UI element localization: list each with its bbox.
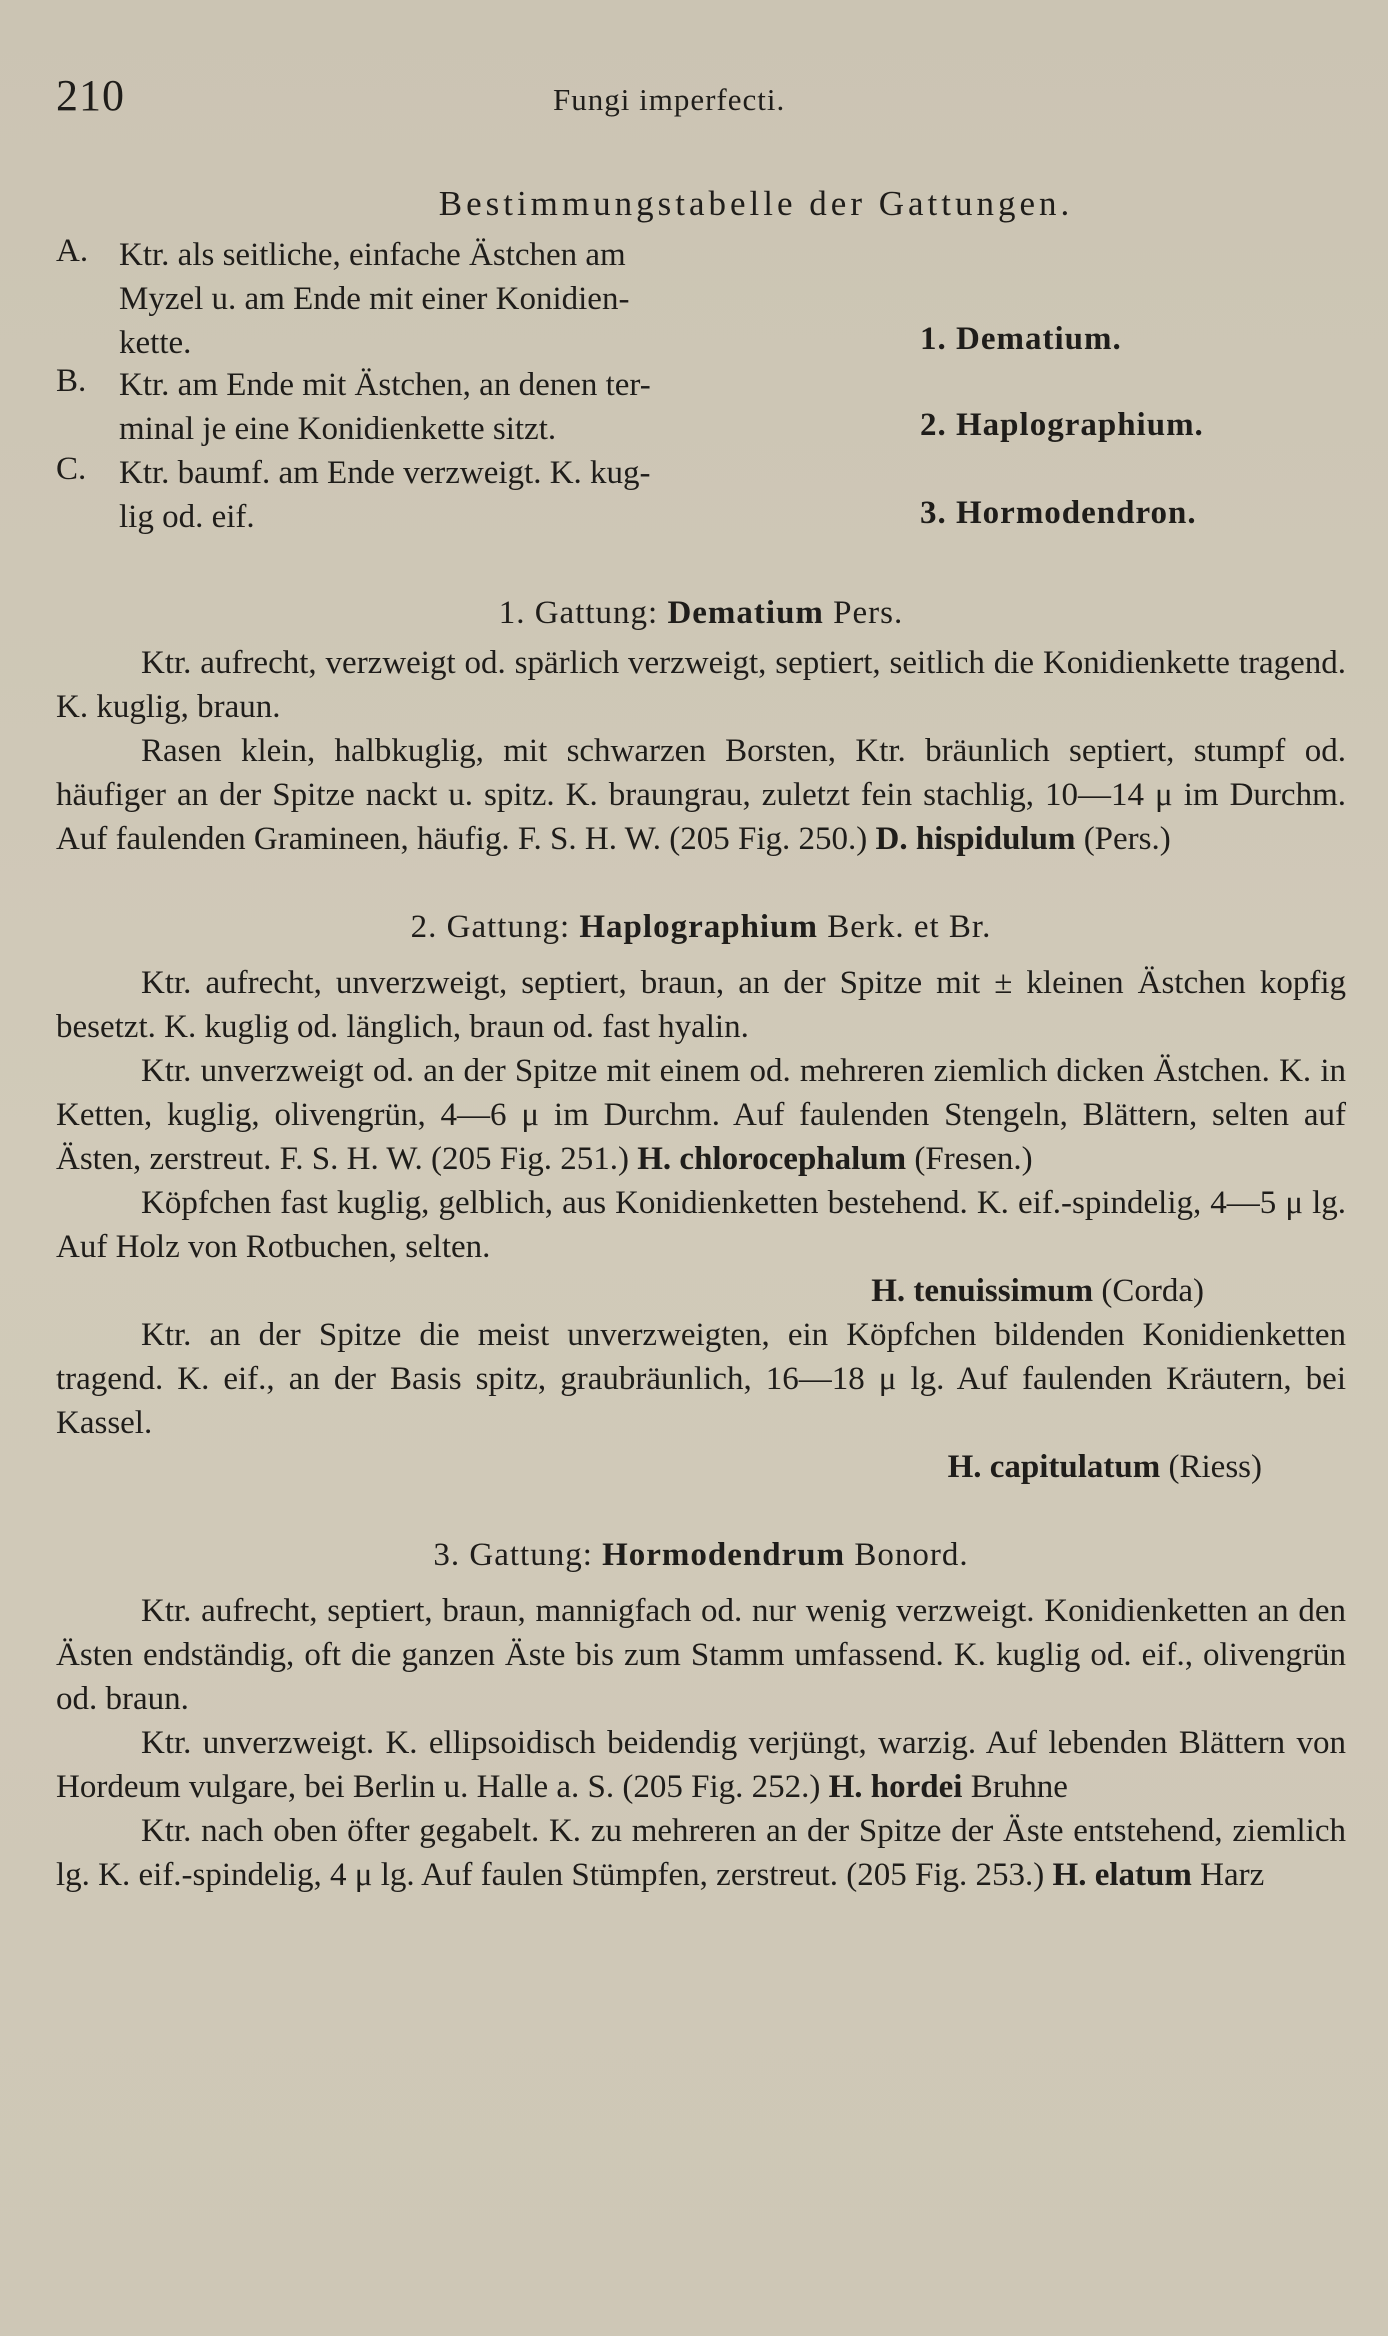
- key-result: 3. Hormodendron.: [920, 495, 1197, 531]
- species-author: (Pers.): [1083, 821, 1171, 857]
- heading-prefix: 3. Gattung:: [433, 1537, 593, 1573]
- heading-author: Bonord.: [854, 1537, 969, 1573]
- key-line: Ktr. am Ende mit Ästchen, an denen ter-: [119, 367, 651, 403]
- running-title: Fungi imperfecti.: [553, 82, 786, 117]
- species-line: [56, 1445, 1346, 1489]
- species-description: Köpfchen fast kuglig, gelblich, aus Konidienketten bestehend. K. eif.-spindelig, 4—5 μ lg. Auf Holz von Rotbuchen, selten.: [56, 1185, 1346, 1265]
- species-text: Ktr. unverzweigt od. an der Spitze mit einem od. mehreren ziemlich dicken Ästchen. K. in Ketten, kuglig, olivengrün, 4—6 μ im Durchm. Auf faulenden Stengeln, Blättern, selten auf Ästen, zerstreut. F. S. H. W. (205 Fig. 251.): [56, 1053, 1346, 1177]
- key-line: Ktr. baumf. am Ende verzweigt. K. kug-: [119, 455, 651, 491]
- key-result: 2. Haplographium.: [920, 407, 1204, 443]
- species-author: (Fresen.): [914, 1141, 1033, 1177]
- species-author: Bruhne: [970, 1769, 1068, 1805]
- heading-author: Pers.: [833, 595, 904, 631]
- genus-description: Ktr. aufrecht, verzweigt od. spärlich verzweigt, septiert, seitlich die Konidienkette tragend. K. kuglig, braun.: [56, 645, 1346, 725]
- page-header: [0, 70, 1388, 130]
- key-line: Ktr. als seitliche, einfache Ästchen am: [119, 237, 626, 273]
- heading-genus: Hormodendrum: [602, 1537, 846, 1573]
- key-entry: [56, 363, 1346, 451]
- species-author: (Corda): [1101, 1273, 1204, 1309]
- species-line: [56, 1269, 1346, 1313]
- key-line: kette.: [119, 325, 192, 361]
- key-title: Bestimmungstabelle der Gattungen.: [438, 184, 1074, 223]
- page-number: 210: [56, 71, 125, 120]
- key-letter: A.: [56, 233, 89, 269]
- species-description: Ktr. an der Spitze die meist unverzweigten, ein Köpfchen bildenden Konidienketten tragend. K. eif., an der Basis spitz, graubräunlich, 16—18 μ lg. Auf faulenden Kräutern, bei Kassel.: [56, 1317, 1346, 1441]
- heading-prefix: 1. Gattung:: [498, 595, 659, 631]
- species-name: H. tenuissimum: [871, 1273, 1094, 1309]
- species-text: Ktr. unverzweigt. K. ellipsoidisch beidendig verjüngt, warzig. Auf lebenden Blättern von Hordeum vulgare, bei Berlin u. Halle a. S. (205 Fig. 252.): [56, 1725, 1346, 1805]
- species-author: (Riess): [1168, 1449, 1262, 1485]
- section-heading-dematium: [56, 591, 1346, 635]
- species-description: [56, 1809, 1346, 1897]
- heading-genus: Dematium: [667, 595, 824, 631]
- heading-author: Berk. et Br.: [827, 909, 992, 945]
- key-text: [119, 451, 949, 539]
- key-entry: [56, 233, 1346, 363]
- species-description: [56, 729, 1346, 861]
- species-name: H. hordei: [828, 1769, 963, 1805]
- section-heading-hormodendrum: [56, 1533, 1346, 1577]
- species-text: Ktr. nach oben öfter gegabelt. K. zu mehreren an der Spitze der Äste entstehend, ziemlich lg. K. eif.-spindelig, 4 μ lg. Auf faulen Stümpfen, zerstreut. (205 Fig. 253.): [56, 1813, 1346, 1893]
- species-name: H. capitulatum: [947, 1449, 1161, 1485]
- key-line: lig od. eif.: [119, 499, 255, 535]
- species-name: H. chlorocephalum: [637, 1141, 907, 1177]
- genus-description: Ktr. aufrecht, septiert, braun, mannigfach od. nur wenig verzweigt. Konidienketten an den Ästen endständig, oft die ganzen Äste bis zum Stamm umfassend. K. kuglig od. eif., olivengrün od. braun.: [56, 1593, 1346, 1717]
- identification-key: [56, 233, 1346, 539]
- heading-genus: Haplographium: [579, 909, 818, 945]
- key-text: [119, 363, 949, 451]
- species-description: [56, 1721, 1346, 1809]
- species-description: [56, 1049, 1346, 1181]
- key-result: 1. Dematium.: [920, 321, 1122, 357]
- section-heading-haplographium: [56, 905, 1346, 949]
- species-name: H. elatum: [1052, 1857, 1192, 1893]
- species-name: D. hispidulum: [875, 821, 1076, 857]
- key-line: minal je eine Konidienkette sitzt.: [119, 411, 557, 447]
- key-text: [119, 233, 949, 365]
- key-letter: B.: [56, 363, 87, 399]
- key-letter: C.: [56, 451, 87, 487]
- species-text: Rasen klein, halbkuglig, mit schwarzen Borsten, Ktr. bräunlich septiert, stumpf od. häufiger an der Spitze nackt u. spitz. K. braungrau, zuletzt fein stachlig, 10—14 μ im Durchm. Auf faulenden Gramineen, häufig. F. S. H. W. (205 Fig. 250.): [56, 733, 1346, 857]
- heading-prefix: 2. Gattung:: [410, 909, 571, 945]
- page-content: [56, 175, 1346, 1897]
- key-line: Myzel u. am Ende mit einer Konidien-: [119, 281, 630, 317]
- genus-description: Ktr. aufrecht, unverzweigt, septiert, braun, an der Spitze mit ± kleinen Ästchen kopfig besetzt. K. kuglig od. länglich, braun od. fast hyalin.: [56, 965, 1346, 1045]
- species-author: Harz: [1200, 1857, 1265, 1893]
- key-entry: [56, 451, 1346, 539]
